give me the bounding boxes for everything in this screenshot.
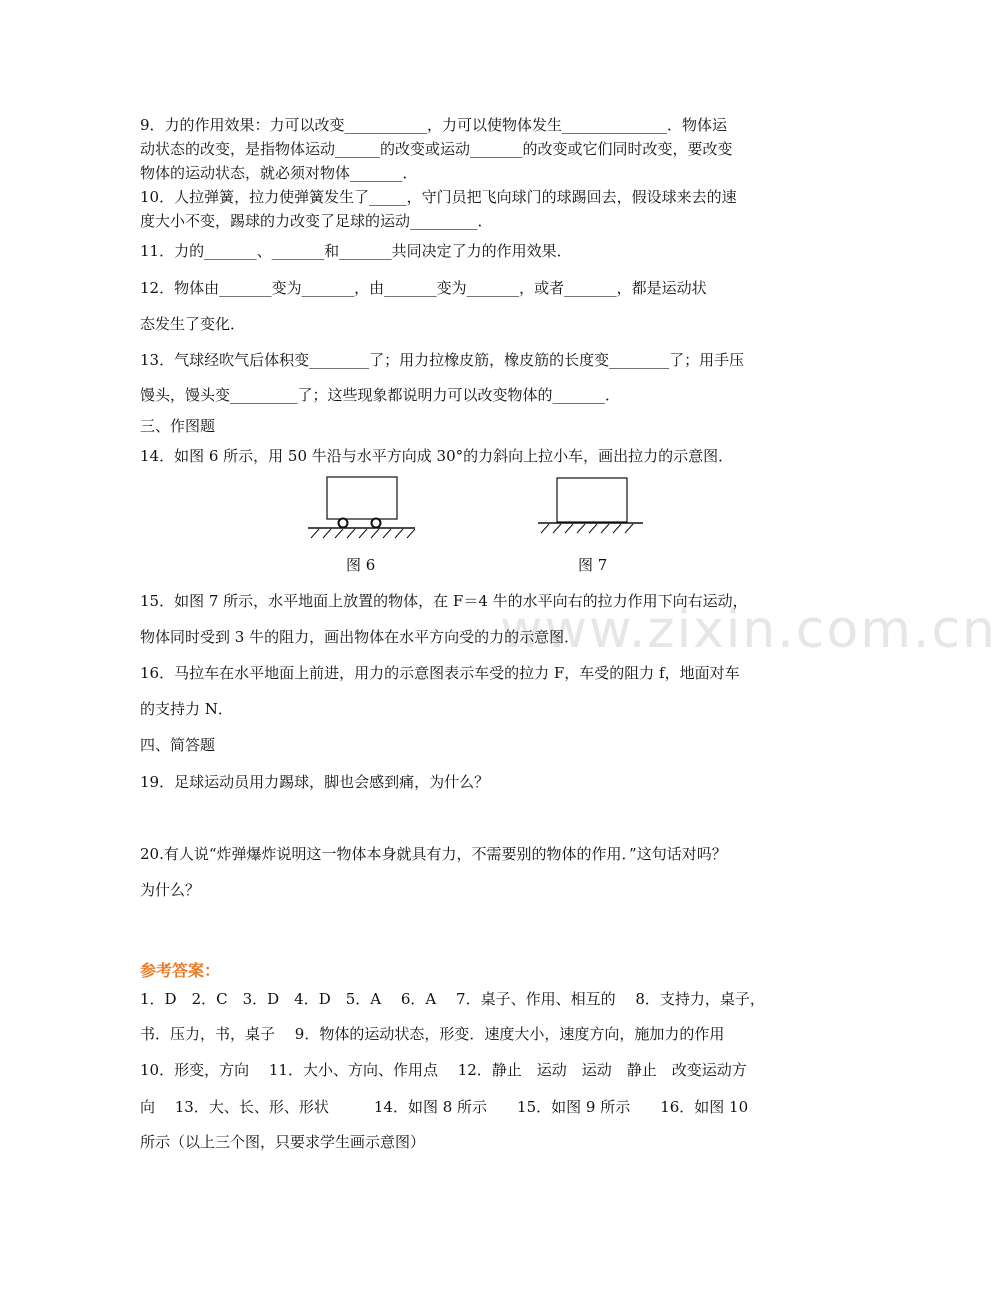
ground-hatching <box>311 529 415 538</box>
ground-hatching <box>541 524 633 533</box>
cart-wheel-left <box>339 519 348 528</box>
figure-7-block <box>535 472 647 542</box>
question-14: 14．如图 6 所示，用 50 牛沿与水平方向成 30°的力斜向上拉小车，画出拉力的示意图． <box>140 447 734 465</box>
question-12-line-1: 12．物体由_______变为_______，由_______变为_______，或者_______，都是运动状 <box>140 279 707 297</box>
cart-wheel-right <box>372 519 381 528</box>
question-11: 11．力的_______、_______和_______共同决定了力的作用效果． <box>140 242 572 260</box>
answers-line-2: 书．压力，书，桌子 9．物体的运动状态，形变．速度大小，速度方向，施加力的作用 <box>140 1025 725 1043</box>
figure-6-cart <box>305 472 417 542</box>
answers-line-5: 所示（以上三个图，只要求学生画示意图） <box>140 1133 426 1151</box>
watermark: www.zixin.com.cn <box>500 600 997 660</box>
question-9-line-1: 9．力的作用效果：力可以改变___________，力可以使物体发生______________．物体运 <box>140 116 728 134</box>
block-body <box>557 478 627 522</box>
section-4-heading: 四、简答题 <box>140 736 216 754</box>
question-9-line-2: 动状态的改变，是指物体运动______的改变或运动_______的改变或它们同时改变，要改变 <box>140 140 733 158</box>
figure-7-caption: 图 7 <box>578 556 608 574</box>
question-15-line-2: 物体同时受到 3 牛的阻力，画出物体在水平方向受的力的示意图． <box>140 628 580 646</box>
question-16-line-1: 16．马拉车在水平地面上前进，用力的示意图表示车受的拉力 F，车受的阻力 f，地面对车 <box>140 664 740 682</box>
question-19: 19．足球运动员用力踢球，脚也会感到痛，为什么？ <box>140 773 490 791</box>
answers-line-4: 向 13．大、长、形、形状 14．如图 8 所示 15．如图 9 所示 16．如图 10 <box>140 1098 749 1116</box>
question-20-line-2: 为什么？ <box>140 881 201 899</box>
figure-6-caption: 图 6 <box>346 556 376 574</box>
question-13-line-2: 馒头，馒头变_________了；这些现象都说明力可以改变物体的_______． <box>140 386 621 404</box>
answers-line-3: 10．形变，方向 11．大小、方向、作用点 12．静止 运动 运动 静止 改变运动方 <box>140 1061 747 1079</box>
question-10-line-1: 10．人拉弹簧，拉力使弹簧发生了_____，守门员把飞向球门的球踢回去，假设球来去的速 <box>140 188 737 206</box>
answers-line-1: 1．D 2．C 3．D 4．D 5．A 6．A 7．桌子、作用、相互的 8．支持力，桌子， <box>140 990 765 1008</box>
question-13-line-1: 13．气球经吹气后体积变________了；用力拉橡皮筋，橡皮筋的长度变________了；用手压 <box>140 351 745 369</box>
answers-title: 参考答案： <box>140 961 221 980</box>
question-12-line-2: 态发生了变化． <box>140 315 246 333</box>
cart-body <box>327 477 397 519</box>
question-9-line-3: 物体的运动状态，就必须对物体_______． <box>140 164 418 182</box>
section-3-heading: 三、作图题 <box>140 417 216 435</box>
question-15-line-1: 15．如图 7 所示，水平地面上放置的物体，在 F＝4 牛的水平向右的拉力作用下向右运动， <box>140 592 748 610</box>
question-10-line-2: 度大小不变，踢球的力改变了足球的运动_________． <box>140 212 493 230</box>
question-20-line-1: 20.有人说“炸弹爆炸说明这一物体本身就具有力，不需要别的物体的作用．”这句话对吗？ <box>140 845 727 863</box>
question-16-line-2: 的支持力 N． <box>140 700 233 718</box>
